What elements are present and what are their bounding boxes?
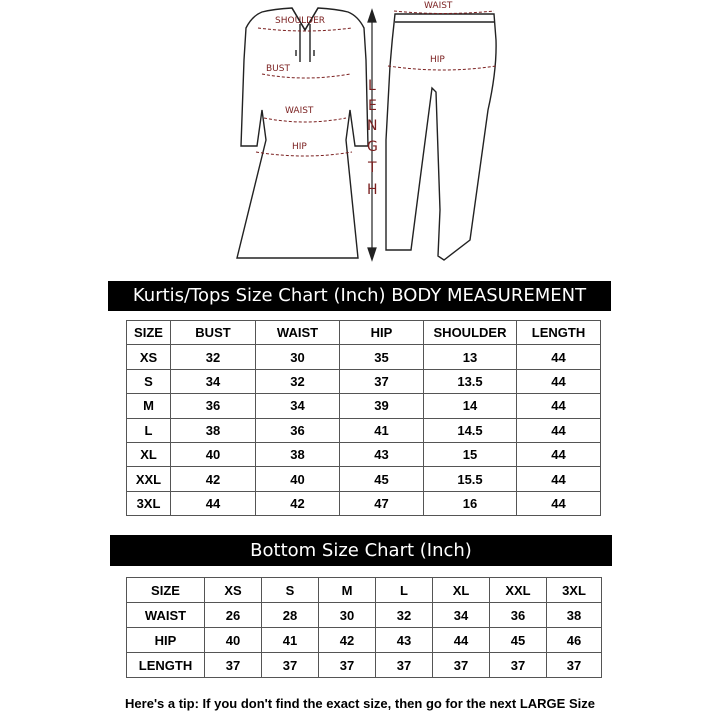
header-cell: WAIST — [256, 321, 340, 345]
table-cell: 37 — [205, 653, 262, 678]
header-cell: SHOULDER — [424, 321, 517, 345]
table-cell: 47 — [340, 491, 424, 515]
table-cell: 44 — [517, 442, 601, 466]
header-cell: 3XL — [547, 578, 602, 603]
table-cell: 34 — [256, 394, 340, 418]
header-cell: SIZE — [127, 321, 171, 345]
table-cell: 42 — [319, 628, 376, 653]
table-cell: 32 — [171, 345, 256, 369]
kurti-measure-lines — [256, 28, 352, 156]
table-cell: 13 — [424, 345, 517, 369]
table-cell: 37 — [376, 653, 433, 678]
tops-size-table — [126, 320, 601, 516]
table-cell: 43 — [376, 628, 433, 653]
table-cell: 15 — [424, 442, 517, 466]
table-cell: 44 — [517, 345, 601, 369]
table-cell: 41 — [262, 628, 319, 653]
size-cell: XXL — [127, 467, 171, 491]
table-cell: 44 — [517, 467, 601, 491]
table-cell: 44 — [433, 628, 490, 653]
kurti-outline — [237, 8, 368, 258]
measure-cell: HIP — [127, 628, 205, 653]
table-cell: 42 — [171, 467, 256, 491]
table-cell: 44 — [517, 491, 601, 515]
table-cell: 32 — [256, 369, 340, 393]
table-cell: 37 — [547, 653, 602, 678]
length-letter-n: N — [367, 118, 378, 134]
kurti-hip-label: HIP — [292, 142, 307, 152]
table-row — [127, 491, 601, 515]
table-row — [127, 369, 601, 393]
size-cell: XL — [127, 442, 171, 466]
table-cell: 14 — [424, 394, 517, 418]
table-cell: 16 — [424, 491, 517, 515]
table-cell: 36 — [256, 418, 340, 442]
measure-cell: WAIST — [127, 603, 205, 628]
header-cell: SIZE — [127, 578, 205, 603]
header-cell: XS — [205, 578, 262, 603]
table-cell: 36 — [490, 603, 547, 628]
table-cell: 45 — [340, 467, 424, 491]
table-cell: 44 — [517, 418, 601, 442]
pant-outline — [386, 14, 496, 260]
header-cell: LENGTH — [517, 321, 601, 345]
table-cell: 38 — [547, 603, 602, 628]
table-cell: 44 — [517, 369, 601, 393]
table-cell: 37 — [262, 653, 319, 678]
table-cell: 40 — [256, 467, 340, 491]
header-cell: M — [319, 578, 376, 603]
tops-chart-title: Kurtis/Tops Size Chart (Inch) BODY MEASUREMENT — [108, 281, 611, 311]
table-cell: 38 — [171, 418, 256, 442]
table-cell: 26 — [205, 603, 262, 628]
table-row — [127, 653, 602, 678]
size-cell: XS — [127, 345, 171, 369]
table-cell: 30 — [256, 345, 340, 369]
header-cell: L — [376, 578, 433, 603]
table-header-row — [127, 321, 601, 345]
header-cell: HIP — [340, 321, 424, 345]
table-cell: 28 — [262, 603, 319, 628]
table-cell: 32 — [376, 603, 433, 628]
bottom-chart-title: Bottom Size Chart (Inch) — [110, 535, 612, 566]
table-header-row — [127, 578, 602, 603]
length-arrow — [368, 10, 376, 260]
pant-waist-label: WAIST — [424, 1, 453, 11]
table-row — [127, 467, 601, 491]
table-cell: 37 — [433, 653, 490, 678]
table-row — [127, 603, 602, 628]
table-row — [127, 345, 601, 369]
table-cell: 45 — [490, 628, 547, 653]
size-tip: Here's a tip: If you don't find the exact size, then go for the next LARGE Size — [125, 696, 595, 711]
table-cell: 34 — [433, 603, 490, 628]
table-cell: 46 — [547, 628, 602, 653]
table-cell: 42 — [256, 491, 340, 515]
bottom-size-table — [126, 577, 602, 678]
table-cell: 36 — [171, 394, 256, 418]
table-cell: 15.5 — [424, 467, 517, 491]
table-cell: 39 — [340, 394, 424, 418]
length-letter-l: L — [368, 78, 376, 94]
header-cell: XL — [433, 578, 490, 603]
table-cell: 43 — [340, 442, 424, 466]
table-cell: 38 — [256, 442, 340, 466]
table-row — [127, 418, 601, 442]
pant-hip-label: HIP — [430, 55, 445, 65]
kurti-bust-label: BUST — [266, 64, 290, 74]
table-cell: 37 — [490, 653, 547, 678]
size-illustration — [0, 0, 720, 272]
kurti-shoulder-label: SHOULDER — [275, 16, 326, 26]
table-row — [127, 628, 602, 653]
table-cell: 37 — [340, 369, 424, 393]
header-cell: XXL — [490, 578, 547, 603]
table-row — [127, 394, 601, 418]
size-cell: 3XL — [127, 491, 171, 515]
table-cell: 44 — [517, 394, 601, 418]
header-cell: S — [262, 578, 319, 603]
table-cell: 44 — [171, 491, 256, 515]
table-cell: 34 — [171, 369, 256, 393]
length-letter-g: G — [367, 139, 378, 155]
table-cell: 30 — [319, 603, 376, 628]
size-cell: M — [127, 394, 171, 418]
table-cell: 35 — [340, 345, 424, 369]
length-letter-h: H — [367, 182, 378, 198]
size-cell: L — [127, 418, 171, 442]
table-cell: 41 — [340, 418, 424, 442]
table-cell: 13.5 — [424, 369, 517, 393]
length-letter-t: T — [368, 160, 377, 176]
table-cell: 37 — [319, 653, 376, 678]
table-row — [127, 442, 601, 466]
kurti-waist-label: WAIST — [285, 106, 314, 116]
table-cell: 14.5 — [424, 418, 517, 442]
measure-cell: LENGTH — [127, 653, 205, 678]
size-cell: S — [127, 369, 171, 393]
table-cell: 40 — [171, 442, 256, 466]
length-letter-e: E — [368, 98, 377, 114]
table-cell: 40 — [205, 628, 262, 653]
header-cell: BUST — [171, 321, 256, 345]
